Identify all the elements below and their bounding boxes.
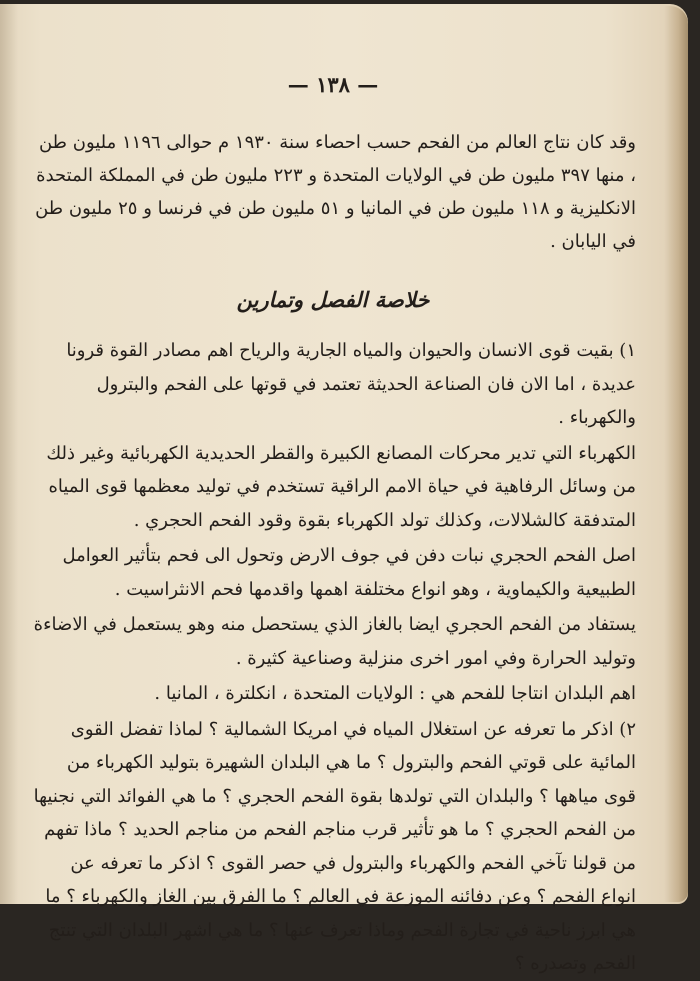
summary-paragraph: يستفاد من الفحم الحجري ايضا بالغاز الذي يستحصل منه وهو يستعمل في الاضاءة وتوليد الحرارة وفي امور اخرى منزلية وصناعية كثيرة . — [33, 614, 636, 669]
exercises-paragraph: ٢) اذكر ما تعرفه عن استغلال المياه في امريكا الشمالية ؟ لماذا تفضل القوى المائية على قوتي الفحم والبترول ؟ ما هي البلدان الشهيرة بتوليد الكهرباء من قوى مياهها ؟ والبلدان التي تولدها بقوة الفحم الحجري ؟ ما هي الفوائد التي نجنيها من الفحم الحجري ؟ ما هو تأثير قرب مناجم الفحم من مناجم الحديد ؟ ماذا تفهم من قولنا تآخي الفحم والكهرباء والبترول في حصر القوى ؟ اذكر ما تعرفه عن انواع الفحم ؟ وعن دفائنه الموزعة في العالم ؟ ما الفرق بين الغاز والكهرباء ؟ ما هي ابرز ناحية في تجارة الفحم وماذا تعرف عنها ؟ ما هي اشهر البلدان التي تنتج الفحم وتصدره ؟ — [33, 718, 636, 974]
chapter-summary — [30, 334, 636, 981]
summary-paragraph: اصل الفحم الحجري نبات دفن في جوف الارض وتحول الى فحم بتأثير العوامل الطبيعية والكيماوية ، وهو انواع مختلفة اهمها واقدمها فحم الانثراسيت . — [62, 545, 636, 600]
section-heading: خلاصة الفصل وتمارين — [236, 287, 430, 312]
summary-paragraph: الكهرباء التي تدير محركات المصانع الكبيرة والقطر الحديدية الكهربائية وغير ذلك من وسائل الرفاهية في حياة الامم الراقية تستخدم في توليد معظمها قوى المياه المتدفقة كالشلالات، وكذلك تولد الكهرباء بقوة وقود الفحم الحجري . — [46, 442, 636, 531]
summary-paragraph: ١) بقيت قوى الانسان والحيوان والمياه الجارية والرياح اهم مصادر القوة قرونا عديدة ، اما الان فان الصناعة الحديثة تعتمد في قوتها على الفحم والبترول والكهرباء . — [66, 340, 636, 428]
page-content — [30, 70, 636, 981]
summary-paragraph: اهم البلدان انتاجا للفحم هي : الولايات المتحدة ، انكلترة ، المانيا . — [154, 683, 636, 704]
page-number: — ١٣٨ — — [287, 72, 379, 97]
intro-paragraph: وقد كان نتاج العالم من الفحم حسب احصاء سنة ١٩٣٠ م حوالى ١١٩٦ مليون طن ، منها ٣٩٧ مليون طن في الولايات المتحدة و ٢٢٣ مليون طن في المملكة المتحدة الانكليزية و ١١٨ مليون طن في المانيا و ٥١ مليون طن في فرنسا و ٢٥ مليون طن في اليابان . — [35, 132, 636, 252]
